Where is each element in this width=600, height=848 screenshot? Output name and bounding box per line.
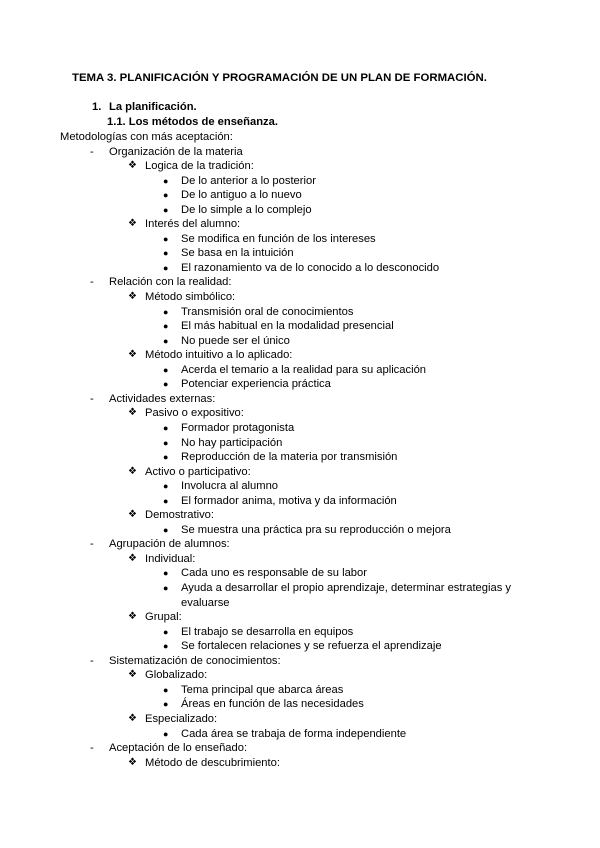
dot-bullet-icon: ● (163, 524, 169, 535)
outline-item-level-2 (0, 159, 600, 174)
dot-bullet-icon: ● (163, 335, 169, 346)
outline-item-level-2 (0, 508, 600, 523)
outline-item-level-3 (0, 697, 600, 712)
outline-item-text: Cada área se trabaja de forma independiente (181, 727, 407, 740)
outline-item-level-2 (0, 712, 600, 727)
outline-item-text: Globalizado: (145, 669, 208, 682)
outline-item-level-2 (0, 668, 600, 683)
dot-bullet-icon: ● (163, 364, 169, 375)
outline-item-text: Acerda el temario a la realidad para su aplicación (181, 363, 427, 376)
outline-item-text: Potenciar experiencia práctica (181, 378, 331, 391)
dot-bullet-icon: ● (163, 437, 169, 448)
outline-item-text: De lo anterior a lo posterior (181, 174, 316, 187)
diamond-bullet-icon: ❖ (128, 407, 137, 419)
dot-bullet-icon: ● (163, 262, 169, 273)
outline-item-level-2 (0, 552, 600, 567)
diamond-bullet-icon: ❖ (128, 669, 137, 681)
outline-item-text: Pasivo o expositivo: (145, 407, 244, 420)
diamond-bullet-icon: ❖ (128, 509, 137, 521)
dot-bullet-icon: ● (163, 248, 169, 259)
dot-bullet-icon: ● (163, 233, 169, 244)
intro-text: Metodologías con más aceptación: (60, 131, 233, 143)
outline-item-text: Ayuda a desarrollar el propio aprendizaje, determinar estrategias y (181, 582, 512, 594)
outline-item-text: Activo o participativo: (145, 465, 251, 478)
outline-item-text: El más habitual en la modalidad presencial (181, 320, 394, 333)
section-number: 1. (92, 101, 102, 113)
outline-item-text: Cada uno es responsable de su labor (181, 567, 367, 580)
outline-item-level-4 (0, 596, 600, 611)
diamond-bullet-icon: ❖ (128, 552, 137, 564)
dot-bullet-icon: ● (163, 481, 169, 492)
outline-item-level-3 (0, 174, 600, 189)
diamond-bullet-icon: ❖ (128, 712, 137, 724)
outline-item-level-3 (0, 305, 600, 320)
outline-item-text: El formador anima, motiva y da información (181, 494, 397, 507)
outline-item-level-2 (0, 756, 600, 771)
diamond-bullet-icon: ❖ (128, 291, 137, 302)
diamond-bullet-icon: ❖ (128, 611, 137, 623)
outline-item-level-3 (0, 232, 600, 247)
outline-item-text: Relación con la realidad: (109, 276, 232, 289)
diamond-bullet-icon: ❖ (128, 349, 137, 361)
dot-bullet-icon: ● (163, 568, 169, 579)
dash-bullet: - (90, 742, 94, 755)
outline-item-level-3 (0, 494, 600, 509)
outline-item-level-3 (0, 377, 600, 392)
outline-item-level-3 (0, 450, 600, 465)
outline-item-level-3 (0, 727, 600, 742)
outline-item-text: Interés del alumno: (145, 218, 241, 231)
dot-bullet-icon: ● (163, 495, 169, 506)
outline-item-text: Involucra al alumno (181, 480, 279, 493)
dash-bullet: - (90, 276, 94, 289)
outline-item-text: Formador protagonista (181, 421, 295, 434)
dot-bullet-icon: ● (163, 641, 169, 652)
outline-item-text: No puede ser el único (181, 334, 290, 347)
outline-item-level-1 (0, 741, 600, 756)
outline-item-text: Agrupación de alumnos: (109, 538, 230, 551)
outline-item-text: Se modifica en función de los intereses (181, 232, 376, 245)
outline-item-level-3 (0, 334, 600, 349)
outline-item-text: Logica de la tradición: (145, 160, 254, 173)
dot-bullet-icon: ● (163, 379, 169, 390)
outline-item-text: Aceptación de lo enseñado: (109, 742, 248, 755)
outline-item-text: De lo simple a lo complejo (181, 203, 312, 216)
dot-bullet-icon: ● (163, 452, 169, 463)
outline-item-text: Áreas en función de las necesidades (181, 698, 364, 711)
dot-bullet-icon: ● (163, 190, 169, 201)
outline-item-level-2 (0, 406, 600, 421)
outline-item-level-3 (0, 639, 600, 654)
outline-item-text: Se fortalecen relaciones y se refuerza el aprendizaje (181, 640, 442, 653)
outline-item-level-3 (0, 683, 600, 698)
outline-item-level-3 (0, 246, 600, 261)
outline-item-level-2 (0, 610, 600, 625)
outline-item-level-1 (0, 654, 600, 669)
diamond-bullet-icon: ❖ (128, 756, 137, 768)
outline-item-text: Especializado: (145, 712, 218, 725)
diamond-bullet-icon: ❖ (128, 465, 137, 477)
outline-item-text: El trabajo se desarrolla en equipos (181, 625, 354, 638)
outline-item-text: Método de descubrimiento: (145, 756, 280, 769)
outline-item-level-3 (0, 261, 600, 276)
outline-item-level-3 (0, 363, 600, 378)
outline-item-text: Reproducción de la materia por transmisión (181, 451, 398, 464)
outline-item-level-3 (0, 625, 600, 640)
diamond-bullet-icon: ❖ (128, 160, 137, 172)
dot-bullet-icon: ● (163, 321, 169, 332)
dot-bullet-icon: ● (163, 306, 169, 317)
document-title: TEMA 3. PLANIFICACIÓN Y PROGRAMACIÓN DE UN PLAN DE FORMACIÓN. (72, 72, 487, 84)
outline-item-text: Se basa en la intuición (181, 247, 294, 260)
outline-item-text: Método simbólico: (145, 291, 236, 303)
outline-item-level-1 (0, 392, 600, 407)
dot-bullet-icon: ● (163, 684, 169, 695)
outline-item-level-1 (0, 537, 600, 552)
outline-item-text: Individual: (145, 552, 196, 565)
outline-item-level-3 (0, 188, 600, 203)
outline-item-text: Se muestra una práctica pra su reproducción o mejora (181, 523, 451, 536)
outline-item-text: Demostrativo: (145, 509, 215, 522)
outline-item-text: Sistematización de conocimientos: (109, 654, 281, 667)
dash-bullet: - (90, 145, 94, 158)
outline-item-level-2 (0, 217, 600, 232)
outline-item-text: Grupal: (145, 611, 182, 624)
outline-item-level-1 (0, 145, 600, 160)
outline-item-text: De lo antiguo a lo nuevo (181, 189, 302, 202)
dot-bullet-icon: ● (163, 728, 169, 739)
outline-item-level-3 (0, 421, 600, 436)
outline-item-text: Organización de la materia (109, 145, 243, 158)
outline-item-text: Método intuitivo a lo aplicado: (145, 349, 293, 362)
outline-item-level-2 (0, 290, 600, 305)
outline-item-level-2 (0, 465, 600, 480)
outline-item-text: No hay participación (181, 436, 283, 449)
outline-item-level-3 (0, 203, 600, 218)
dot-bullet-icon: ● (163, 175, 169, 186)
outline-item-level-3 (0, 523, 600, 538)
diamond-bullet-icon: ❖ (128, 218, 137, 230)
subsection-heading: 1.1. Los métodos de enseñanza. (107, 116, 278, 128)
outline-item-text: evaluarse (181, 596, 230, 609)
outline-item-level-1 (0, 275, 600, 290)
dot-bullet-icon: ● (163, 204, 169, 215)
dot-bullet-icon: ● (163, 583, 169, 593)
dash-bullet: - (90, 654, 94, 667)
dash-bullet: - (90, 538, 94, 551)
outline-item-text: Transmisión oral de conocimientos (181, 305, 354, 318)
section-title: La planificación. (109, 101, 197, 113)
dash-bullet: - (90, 392, 94, 405)
dot-bullet-icon: ● (163, 422, 169, 433)
outline-item-level-3 (0, 566, 600, 581)
dot-bullet-icon: ● (163, 626, 169, 637)
outline-item-level-3 (0, 319, 600, 334)
outline-item-text: El razonamiento va de lo conocido a lo desconocido (181, 261, 440, 274)
outline-item-level-3 (0, 436, 600, 451)
outline-item-level-2 (0, 348, 600, 363)
outline-item-text: Actividades externas: (109, 392, 216, 405)
dot-bullet-icon: ● (163, 699, 169, 710)
outline-item-text: Tema principal que abarca áreas (181, 683, 344, 696)
outline-item-level-3 (0, 479, 600, 494)
outline-item-level-3 (0, 581, 600, 596)
